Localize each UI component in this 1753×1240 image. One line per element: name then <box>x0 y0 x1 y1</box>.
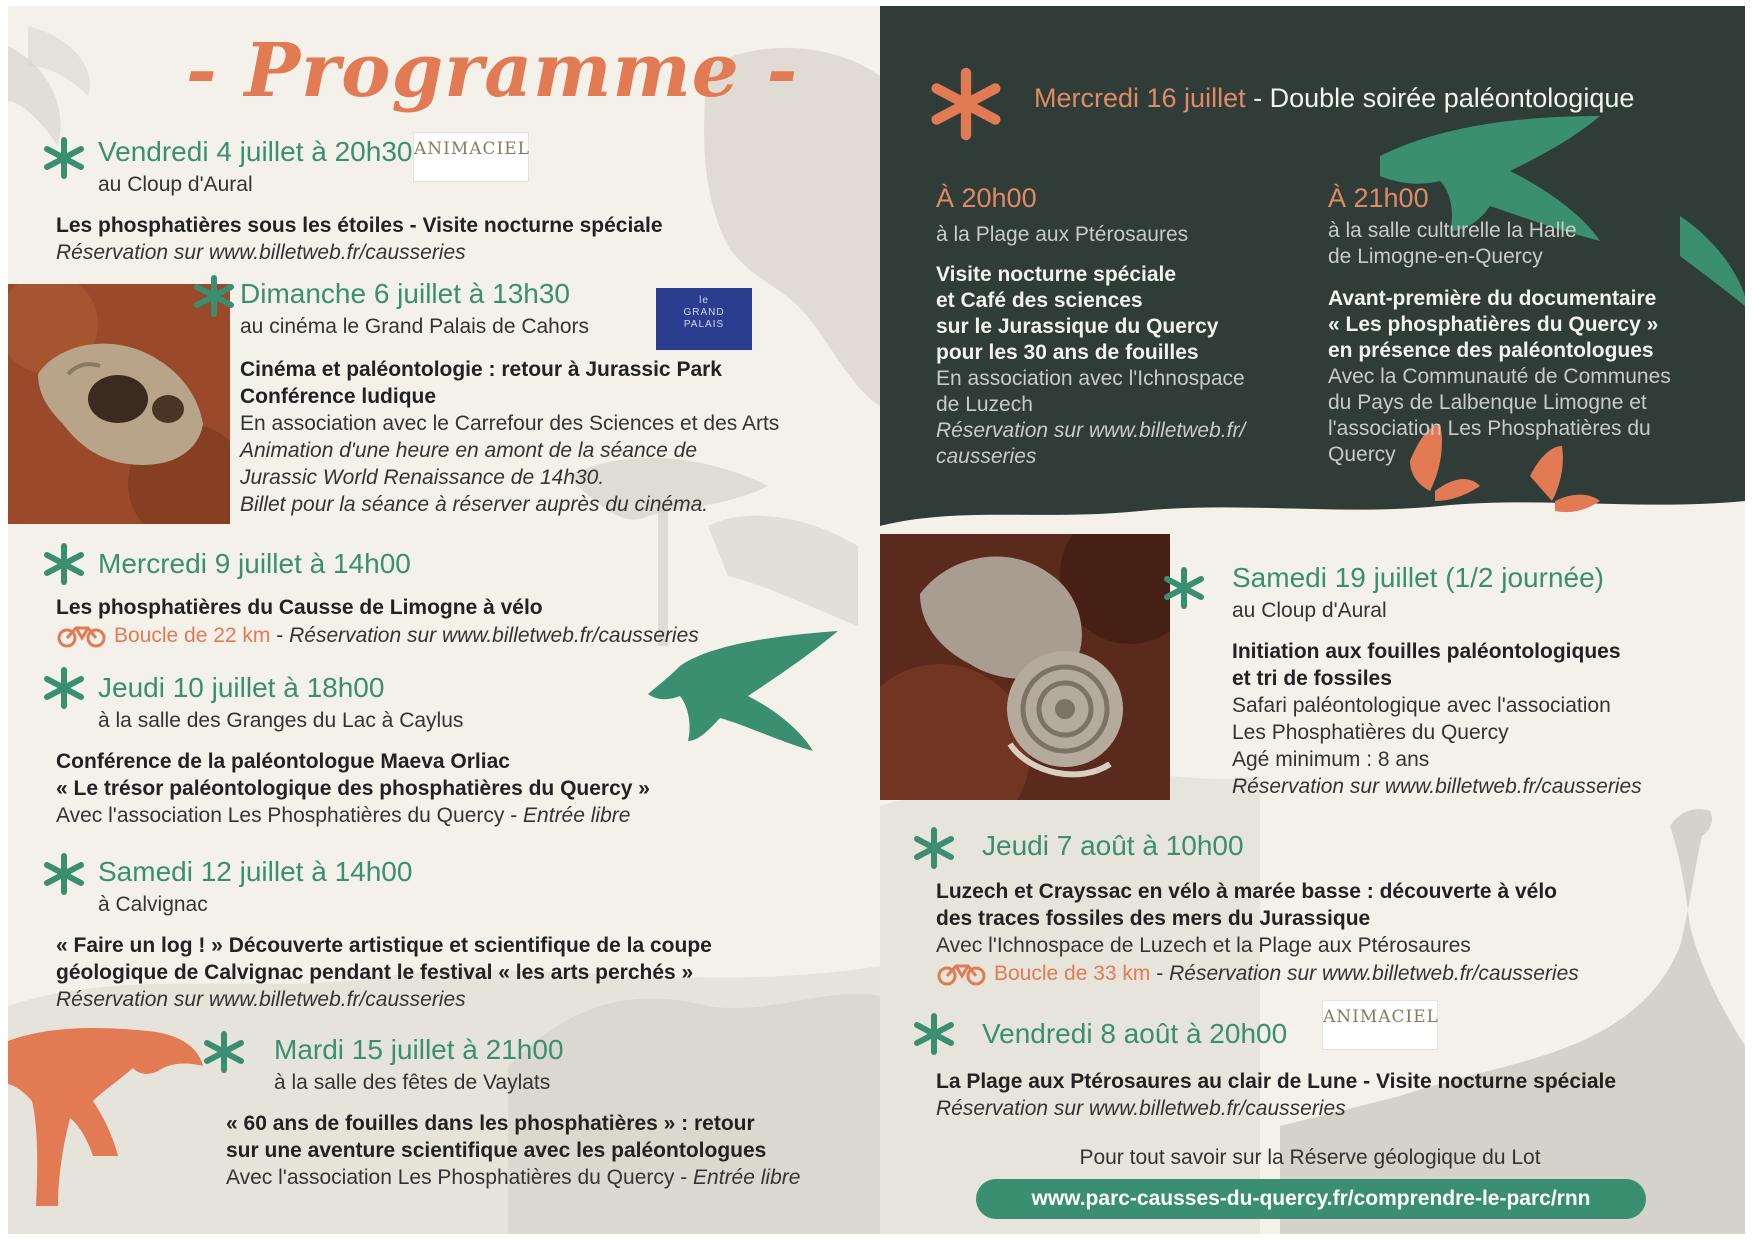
loop-distance: Boucle de 33 km <box>994 962 1151 985</box>
event-date: Vendredi 8 août à 20h00 <box>982 1018 1288 1049</box>
event-line: En association avec le Carrefour des Sciences et des Arts <box>240 412 780 435</box>
event-line: Réservation sur www.billetweb.fr/causseries <box>936 1097 1346 1120</box>
event-line: « Le trésor paléontologique des phosphatières du Quercy » <box>56 777 650 800</box>
header-title: Double soirée paléontologique <box>1269 83 1635 113</box>
col1-line: de Luzech <box>936 393 1033 416</box>
event-line: « 60 ans de fouilles dans les phosphatières » : retour <box>226 1112 755 1135</box>
event-line: Initiation aux fouilles paléontologiques <box>1232 640 1621 663</box>
event-line: Luzech et Crayssac en vélo à marée basse : découverte à vélo <box>936 880 1557 903</box>
asterisk-star-icon <box>192 274 236 318</box>
col1-line: Visite nocturne spéciale <box>936 263 1177 286</box>
event-line: géologique de Calvignac pendant le festival « les arts perchés » <box>56 961 694 984</box>
col1-line: En association avec l'Ichnospace <box>936 367 1245 390</box>
event-date: Samedi 12 juillet à 14h00 <box>98 856 413 887</box>
asterisk-star-icon <box>202 1030 246 1074</box>
bicycle-icon <box>56 624 108 648</box>
loop-distance: Boucle de 22 km <box>114 624 271 647</box>
loop-line: Boucle de 22 km - Réservation sur www.billetweb.fr/causseries <box>56 622 699 649</box>
footer-text: Pour tout savoir sur la Réserve géologique du Lot <box>1079 1146 1541 1169</box>
programme-title: - Programme - <box>186 28 799 114</box>
asterisk-star-icon <box>928 66 1004 142</box>
event-line: Conférence de la paléontologue Maeva Orliac <box>56 750 510 773</box>
col1-line: pour les 30 ans de fouilles <box>936 341 1199 364</box>
col2-line: l'association Les Phosphatières du <box>1328 417 1651 440</box>
col2-venue: de Limogne-en-Quercy <box>1328 245 1543 268</box>
col1-line: et Café des sciences <box>936 289 1143 312</box>
event-date: Mardi 15 juillet à 21h00 <box>274 1034 564 1065</box>
asterisk-star-icon <box>912 1012 956 1056</box>
event-venue: au cinéma le Grand Palais de Cahors <box>240 315 590 338</box>
col1-time: À 20h00 <box>936 183 1037 213</box>
event-line: La Plage aux Ptérosaures au clair de Lune - Visite nocturne spéciale <box>936 1070 1617 1093</box>
event-line: Réservation sur www.billetweb.fr/causseries <box>1232 775 1642 798</box>
col2-line: « Les phosphatières du Quercy » <box>1328 313 1659 336</box>
animaciel-logo-text: ANIMACIEL <box>414 139 530 159</box>
event-venue: à la salle des Granges du Lac à Caylus <box>98 709 464 732</box>
bicycle-icon <box>936 962 988 986</box>
asterisk-star-icon <box>912 826 956 870</box>
asterisk-star-icon <box>1162 566 1206 610</box>
event-line: sur une aventure scientifique avec les paléontologues <box>226 1139 767 1162</box>
event-line: Conférence ludique <box>240 385 437 408</box>
animaciel-logo-text: ANIMACIEL <box>1323 1007 1439 1027</box>
event-date: Dimanche 6 juillet à 13h30 <box>240 278 570 309</box>
event-line: Animation d'une heure en amont de la séance de <box>240 439 697 462</box>
ammonite-fossil-photo <box>880 534 1170 800</box>
event-line: Réservation sur www.billetweb.fr/causseries <box>56 241 466 264</box>
asterisk-star-icon <box>42 666 86 710</box>
col2-line: en présence des paléontologues <box>1328 339 1654 362</box>
col1-line: causseries <box>936 445 1037 468</box>
col2-time: À 21h00 <box>1328 183 1429 213</box>
event-line: et tri de fossiles <box>1232 667 1392 690</box>
reservation-text: Réservation sur www.billetweb.fr/causseries <box>1169 962 1579 985</box>
event-line: « Faire un log ! » Découverte artistique et scientifique de la coupe <box>56 934 712 957</box>
event-line: Les Phosphatières du Quercy <box>1232 721 1509 744</box>
col2-venue: à la salle culturelle la Halle <box>1328 219 1577 242</box>
event-date: Jeudi 10 juillet à 18h00 <box>98 672 385 703</box>
event-venue: au Cloup d'Aural <box>98 173 253 196</box>
event-line: Agé minimum : 8 ans <box>1232 748 1430 771</box>
right-panel <box>880 6 1745 1234</box>
event-line: Avec l'Ichnospace de Luzech et la Plage aux Ptérosaures <box>936 934 1471 957</box>
event-line: Safari paléontologique avec l'association <box>1232 694 1611 717</box>
event-date: Samedi 19 juillet (1/2 journée) <box>1232 562 1604 593</box>
event-date: Mercredi 9 juillet à 14h00 <box>98 548 411 579</box>
asterisk-star-icon <box>42 542 86 586</box>
header-line: Mercredi 16 juillet - Double soirée paléontologique <box>1034 83 1635 113</box>
col2-line: du Pays de Lalbenque Limogne et <box>1328 391 1647 414</box>
col1-line: sur le Jurassique du Quercy <box>936 315 1219 338</box>
animaciel-logo <box>413 132 529 182</box>
grand-palais-logo: le GRAND PALAIS <box>656 288 752 350</box>
loop-line: Boucle de 33 km - Réservation sur www.billetweb.fr/causseries <box>936 960 1579 987</box>
assoc-line: Avec l'association Les Phosphatières du Quercy - Entrée libre <box>226 1166 801 1189</box>
animaciel-logo <box>1322 1000 1438 1050</box>
event-line: Les phosphatières sous les étoiles - Visite nocturne spéciale <box>56 214 663 237</box>
col2-line: Avec la Communauté de Communes <box>1328 365 1671 388</box>
event-venue: au Cloup d'Aural <box>1232 599 1387 622</box>
col2-line: Avant-première du documentaire <box>1328 287 1657 310</box>
event-line: Jurassic World Renaissance de 14h30. <box>240 466 605 489</box>
event-venue: à la salle des fêtes de Vaylats <box>274 1071 551 1094</box>
event-line: Cinéma et paléontologie : retour à Jurassic Park <box>240 358 722 381</box>
left-panel <box>8 6 880 1234</box>
event-date: Vendredi 4 juillet à 20h30 <box>98 136 413 167</box>
event-line: Les phosphatières du Causse de Limogne à vélo <box>56 596 543 619</box>
col1-line: Réservation sur www.billetweb.fr/ <box>936 419 1246 442</box>
event-line: Billet pour la séance à réserver auprès du cinéma. <box>240 493 709 516</box>
park-url-link[interactable]: www.parc-causses-du-quercy.fr/comprendre-le-parc/rnn <box>976 1179 1646 1219</box>
event-line: des traces fossiles des mers du Jurassique <box>936 907 1371 930</box>
event-date: Jeudi 7 août à 10h00 <box>982 830 1244 861</box>
col2-line: Quercy <box>1328 443 1396 466</box>
event-line: Réservation sur www.billetweb.fr/causseries <box>56 988 466 1011</box>
header-date: Mercredi 16 juillet <box>1034 83 1246 113</box>
skull-fossil-photo <box>8 284 230 524</box>
asterisk-star-icon <box>42 136 86 180</box>
event-venue: à Calvignac <box>98 893 208 916</box>
col1-venue: à la Plage aux Ptérosaures <box>936 223 1189 246</box>
reservation-text: Réservation sur www.billetweb.fr/causseries <box>289 624 699 647</box>
assoc-line: Avec l'association Les Phosphatières du Quercy - Entrée libre <box>56 804 631 827</box>
asterisk-star-icon <box>42 852 86 896</box>
